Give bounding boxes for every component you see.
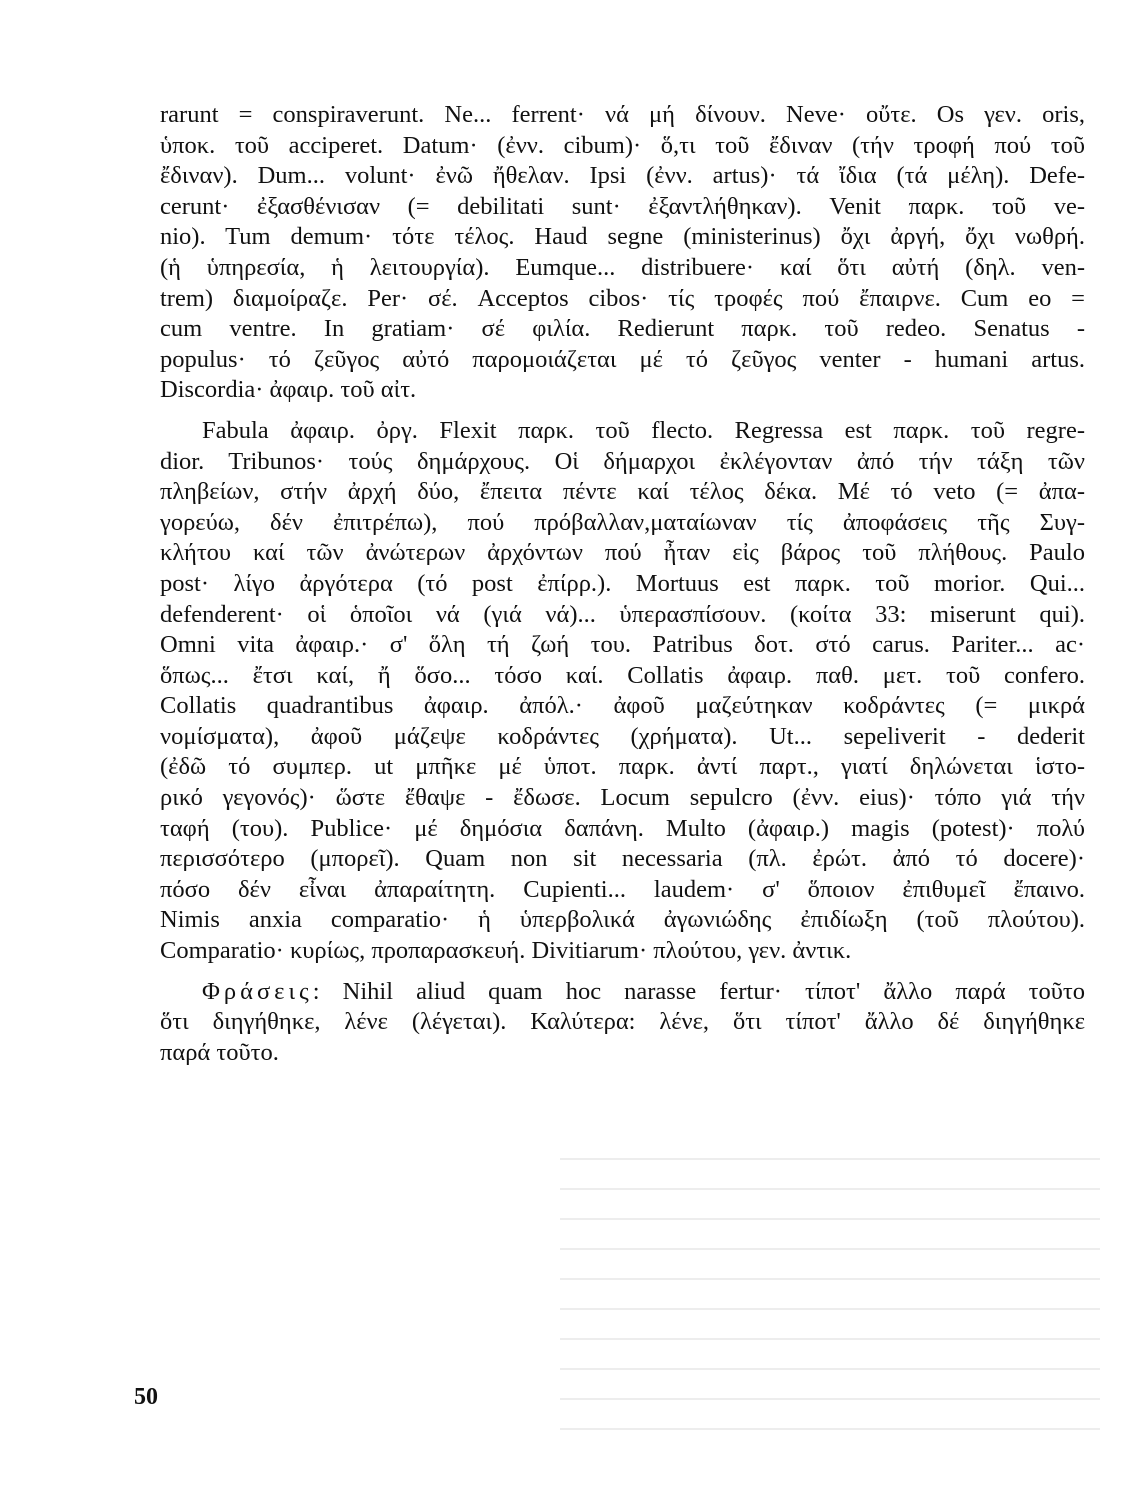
text-line: Comparatio· κυρίως, προπαρασκευή. Divitiarum· πλούτου, γεν. ἀντικ.	[160, 937, 852, 965]
main-text	[160, 100, 1085, 1068]
text-line: Nimis anxia comparatio· ἡ ὑπερβολικά ἀγωνιώδης ἐπιδίωξη (τοῦ πλούτου).	[160, 906, 1085, 934]
text-line: cerunt· ἐξασθένισαν (= debilitati sunt· ἐξαντλήθηκαν). Venit παρκ. τοῦ ve-	[160, 192, 1085, 220]
paragraph-1	[160, 100, 1085, 406]
text-line: rarunt = conspiraverunt. Ne... ferrent· νά μή δίνουν. Neve· οὔτε. Os γεν. oris,	[160, 101, 1085, 128]
text-line: defenderent· οἱ ὁποῖοι νά (γιά νά)... ὑπερασπίσουν. (κοίτα 33: miserunt qui).	[160, 600, 1085, 628]
phrases-text: : Nihil aliud quam hoc narasse fertur· τίποτ' ἄλλο παρά τοῦτο	[312, 977, 1085, 1005]
text-line: populus· τό ζεῦγος αὐτό παρομοιάζεται μέ τό ζεῦγος venter - humani artus.	[160, 345, 1085, 373]
text-line: Omni vita ἀφαιρ.· σ' ὅλη τή ζωή του. Patribus δοτ. στό carus. Pariter... ac·	[160, 631, 1085, 659]
text-line: post· λίγο ἀργότερα (τό post ἐπίρρ.). Mortuus est παρκ. τοῦ morior. Qui...	[160, 569, 1085, 597]
text-line: νομίσματα), ἀφοῦ μάζεψε κοδράντες (χρήματα). Ut... sepeliverit - dederit	[160, 722, 1085, 750]
text-line: παρά τοῦτο.	[160, 1038, 279, 1066]
text-line: ὑποκ. τοῦ acciperet. Datum· (ἐνν. cibum)· ὅ,τι τοῦ ἔδιναν (τήν τροφή πού τοῦ	[160, 131, 1085, 159]
text-line: dior. Tribunos· τούς δημάρχους. Οἱ δήμαρχοι ἐκλέγονταν ἀπό τήν τάξη τῶν	[160, 447, 1085, 475]
text-line: πληβείων, στήν ἀρχή δύο, ἔπειτα πέντε καί τέλος δέκα. Μέ τό veto (= ἀπα-	[160, 478, 1085, 506]
page-number: 50	[134, 1384, 158, 1410]
paragraph-2	[160, 416, 1085, 967]
text-line: κλήτου καί τῶν ἀνώτερων ἀρχόντων πού ἦταν εἰς βάρος τοῦ πλήθους. Paulo	[160, 539, 1085, 567]
text-line: ἔδιναν). Dum... volunt· ἐνῶ ἤθελαν. Ipsi (ἐνν. artus)· τά ἴδια (τά μέλη). Defe-	[160, 162, 1085, 190]
text-line: ὅτι διηγήθηκε, λένε (λέγεται). Καλύτερα: λένε, ὅτι τίποτ' ἄλλο δέ διηγήθηκε	[160, 1008, 1085, 1036]
text-line: Discordia· ἀφαιρ. τοῦ αἰτ.	[160, 376, 417, 404]
text-line	[160, 977, 1085, 1008]
show-through-text	[560, 1150, 1100, 1430]
text-line: cum ventre. In gratiam· σέ φιλία. Redierunt παρκ. τοῦ redeo. Senatus -	[160, 315, 1085, 343]
paragraph-3	[160, 977, 1085, 1069]
text-line: Fabula ἀφαιρ. ὀργ. Flexit παρκ. τοῦ flecto. Regressa est παρκ. τοῦ regre-	[202, 416, 1085, 444]
text-line: nio). Tum demum· τότε τέλος. Haud segne (ministerinus) ὄχι ἀργή, ὄχι νωθρή.	[160, 223, 1085, 251]
text-line: (ἡ ὑπηρεσία, ἡ λειτουργία). Eumque... distribuere· καί ὅτι αὐτή (δηλ. ven-	[160, 253, 1085, 281]
phrases-label: Φράσεις	[202, 977, 313, 1005]
text-line: περισσότερο (μπορεῖ). Quam non sit necessaria (πλ. ἐρώτ. ἀπό τό docere)·	[160, 845, 1085, 873]
text-line: Collatis quadrantibus ἀφαιρ. ἀπόλ.· ἀφοῦ μαζεύτηκαν κοδράντες (= μικρά	[160, 692, 1085, 720]
text-line: πόσο δέν εἶναι ἀπαραίτητη. Cupienti... laudem· σ' ὅποιον ἐπιθυμεῖ ἔπαινο.	[160, 875, 1085, 903]
text-line: (ἐδῶ τό συμπερ. ut μπῆκε μέ ὑποτ. παρκ. ἀντί παρτ., γιατί δηλώνεται ἱστο-	[160, 753, 1085, 781]
text-line: ταφή (του). Publice· μέ δημόσια δαπάνη. Multo (ἀφαιρ.) magis (potest)· πολύ	[160, 814, 1085, 842]
text-line: γορεύω, δέν ἐπιτρέπω), πού πρόβαλλαν,ματαίωναν τίς ἀποφάσεις τῆς Συγ-	[160, 508, 1085, 536]
text-line: trem) διαμοίραζε. Per· σέ. Acceptos cibos· τίς τροφές πού ἔπαιρνε. Cum eo =	[160, 284, 1085, 312]
text-line: ρικό γεγονός)· ὥστε ἔθαψε - ἔδωσε. Locum sepulcro (ἐνν. eius)· τόπο γιά τήν	[160, 784, 1085, 812]
text-line: ὅπως... ἔτσι καί, ἤ ὅσο... τόσο καί. Collatis ἀφαιρ. παθ. μετ. τοῦ confero.	[160, 661, 1085, 689]
